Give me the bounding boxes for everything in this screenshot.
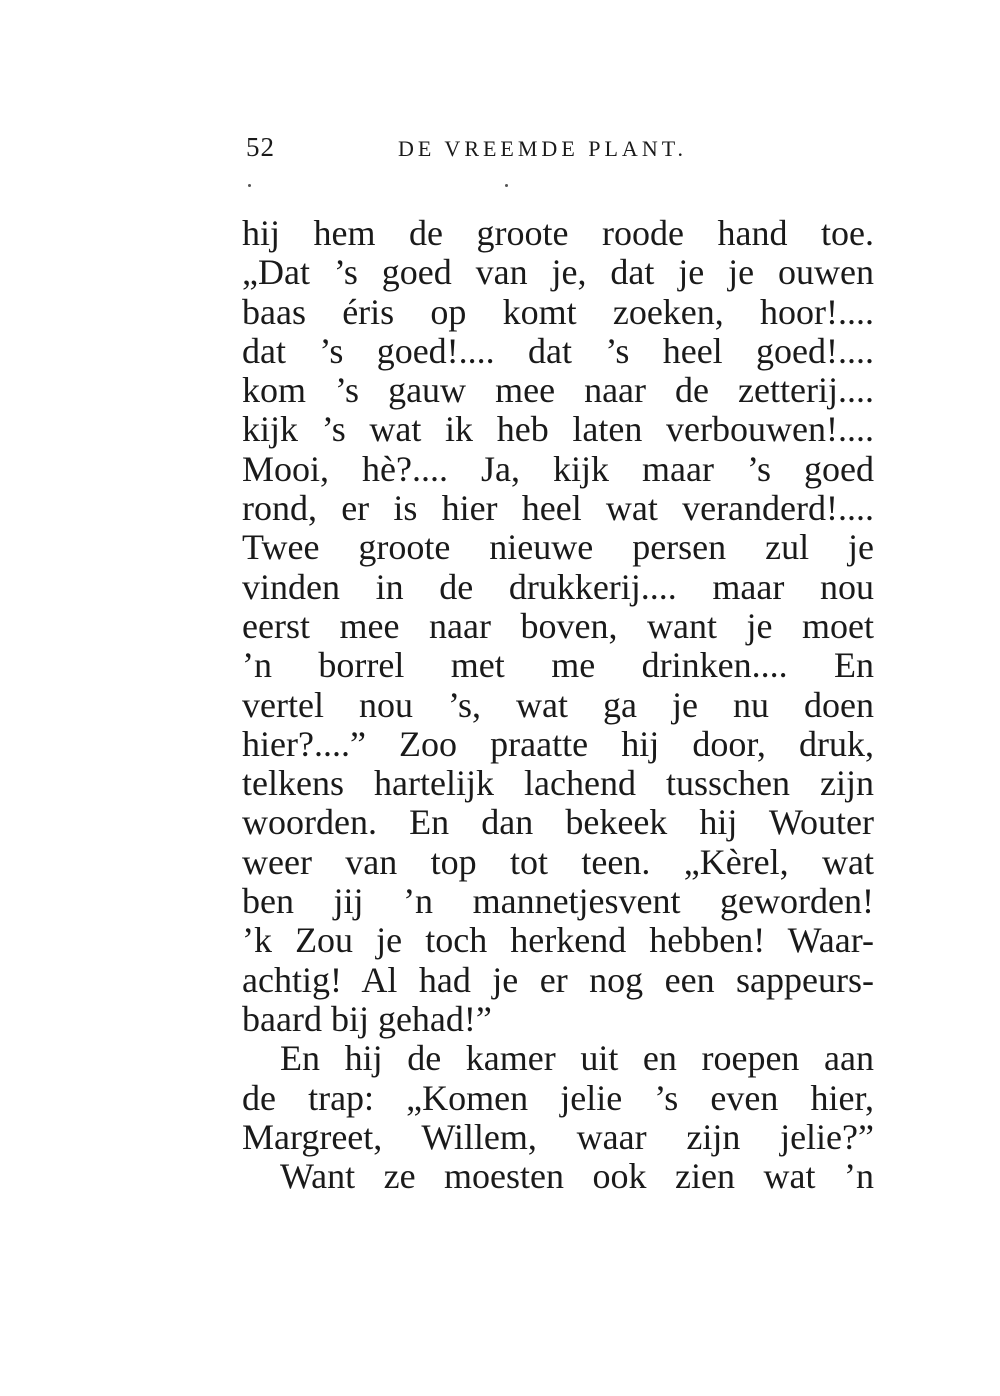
text-line: dat ’s goed!.... dat ’s heel goed!.... [242, 330, 874, 371]
body-text [242, 214, 874, 1196]
text-line: hier?....” Zoo praatte hij door, druk, [242, 723, 874, 764]
print-speck [505, 184, 508, 187]
text-line: En hij de kamer uit en roepen aan [280, 1038, 874, 1079]
text-line: ’n borrel met me drinken.... En [242, 645, 874, 686]
text-line: achtig! Al had je er nog een sappeurs- [242, 959, 874, 1000]
text-line: telkens hartelijk lachend tusschen zijn [242, 763, 874, 804]
text-line: eerst mee naar boven, want je moet [242, 605, 874, 646]
text-line: kijk ’s wat ik heb laten verbouwen!.... [242, 409, 874, 450]
text-line: kom ’s gauw mee naar de zetterij.... [242, 370, 874, 411]
text-line: weer van top tot teen. „Kèrel, wat [242, 841, 874, 882]
page-number: 52 [246, 132, 275, 162]
running-title: DE VREEMDE PLANT. [398, 136, 688, 161]
text-line: „Dat ’s goed van je, dat je je ouwen [242, 252, 874, 293]
text-line: de trap: „Komen jelie ’s even hier, [242, 1077, 874, 1118]
print-speck [248, 184, 251, 187]
running-head [246, 132, 874, 168]
text-line: ’k Zou je toch herkend hebben! Waar- [242, 920, 874, 961]
text-line: Want ze moesten ook zien wat ’n [280, 1156, 874, 1197]
text-line: Margreet, Willem, waar zijn jelie?” [242, 1116, 874, 1157]
text-line: hij hem de groote roode hand toe. [242, 213, 874, 253]
text-line: vertel nou ’s, wat ga je nu doen [242, 684, 874, 725]
text-line: baas éris op komt zoeken, hoor!.... [242, 291, 874, 332]
text-line: woorden. En dan bekeek hij Wouter [242, 802, 874, 843]
text-line: Twee groote nieuwe persen zul je [242, 527, 874, 568]
text-line: rond, er is hier heel wat veranderd!.... [242, 488, 874, 529]
text-line: vinden in de drukkerij.... maar nou [242, 566, 874, 607]
text-line: ben jij ’n mannetjesvent geworden! [242, 881, 874, 922]
text-line: Mooi, hè?.... Ja, kijk maar ’s goed [242, 448, 874, 489]
text-line: baard bij gehad!” [242, 998, 492, 1039]
